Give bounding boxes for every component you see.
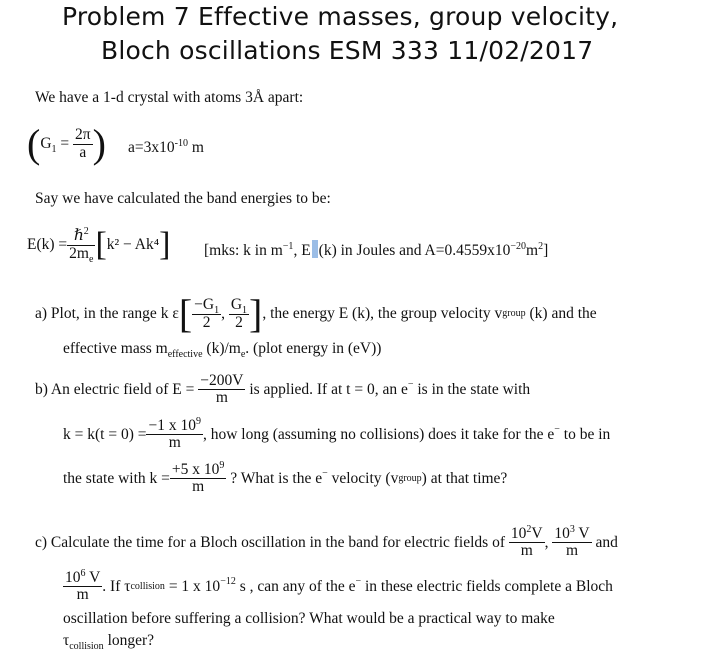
left-bracket: [ <box>95 226 107 263</box>
text-cursor <box>312 240 318 258</box>
g1-symbol: $G_1$ = <box>40 135 74 156</box>
part-c-line-3: oscillation before suffering a collision? What would be a practical way to make <box>63 610 555 627</box>
range-left-bracket: [ <box>178 291 193 336</box>
band-text: Say we have calculated the band energies to be: <box>35 190 331 207</box>
band-equation <box>27 226 171 265</box>
part-a-line-1: a) Plot, in the range k ε[ $\frac{-G_1}{2}$ , $\frac{G_1}{2}$ ], the energy E (k), the group velocity vgroup (k) and the <box>35 291 597 336</box>
field-3-fraction: $\frac{10^6 V}{m}$ <box>65 567 101 604</box>
field-2-fraction: $\frac{10^3 V}{m}$ <box>554 523 590 560</box>
part-b-line-2: k = k(t = 0) = $\frac{-1 x 10^9}{m}$ , how long (assuming no collisions) does it take for the e− to be in <box>63 415 611 452</box>
intro-text: We have a 1-d crystal with atoms 3Å apart: <box>35 89 304 106</box>
part-b-line-1: b) An electric field of E = $\frac{-200V}{m}$ is applied. If at t = 0, an e− is in the state with <box>35 372 531 407</box>
field-1-fraction: $\frac{10^2V}{m}$ <box>510 523 543 560</box>
hbar-fraction: $\frac{\hbar^2}{2m_e}$ <box>69 226 94 265</box>
part-c-line-1: c) Calculate the time for a Bloch oscillation in the band for electric fields of $\frac{10^2V}{m}$ , $\frac{10^3 V}{m}$ and <box>35 523 618 560</box>
right-bracket: ] <box>159 226 171 263</box>
left-paren: ( <box>27 121 41 166</box>
right-paren: ) <box>92 121 106 166</box>
range-lower: $\frac{-G_1}{2}$ <box>194 296 220 331</box>
band-bracket-content: k² − Ak⁴ <box>106 236 160 253</box>
lattice-constant: $a=3x10^{-10}$ m <box>128 137 204 156</box>
part-b-line-3: the state with k = $\frac{+5 x 10^9}{m}$ ? What is the e− velocity (vgroup) at that time? <box>63 459 508 496</box>
title-line-2: Bloch oscillations ESM 333 11/02/2017 <box>101 36 594 65</box>
range-upper: $\frac{G_1}{2}$ <box>230 296 248 331</box>
range-right-bracket: ] <box>249 291 263 336</box>
field-fraction: $\frac{-200V}{m}$ <box>200 372 244 407</box>
energy-lhs: E(k) = <box>27 236 68 253</box>
k-initial-fraction: $\frac{-1 x 10^9}{m}$ <box>148 415 201 452</box>
part-a-line-2: effective mass $m_{effective}$ $(k)/m_e$. (plot energy in (eV)) <box>63 340 382 361</box>
part-c-line-4: $\tau_{collision}$ longer? <box>63 632 155 653</box>
part-c-line-2: $\frac{10^6 V}{m}$ . If τcollision = 1 x $10^{-12}$ s , can any of the e− in these electric fields complete a Bloch <box>65 567 613 604</box>
g1-formula <box>27 121 106 166</box>
k-final-fraction: $\frac{+5 x 10^9}{m}$ <box>171 459 225 496</box>
band-units: [mks: k in $m^{-1}$, E (k) in Joules and $A=0.4559x10^{-20}m^2$] <box>204 240 549 259</box>
g1-fraction: $\frac{2\pi}{a}$ <box>75 126 91 161</box>
title-line-1: Problem 7 Effective masses, group velocity, <box>62 2 619 31</box>
